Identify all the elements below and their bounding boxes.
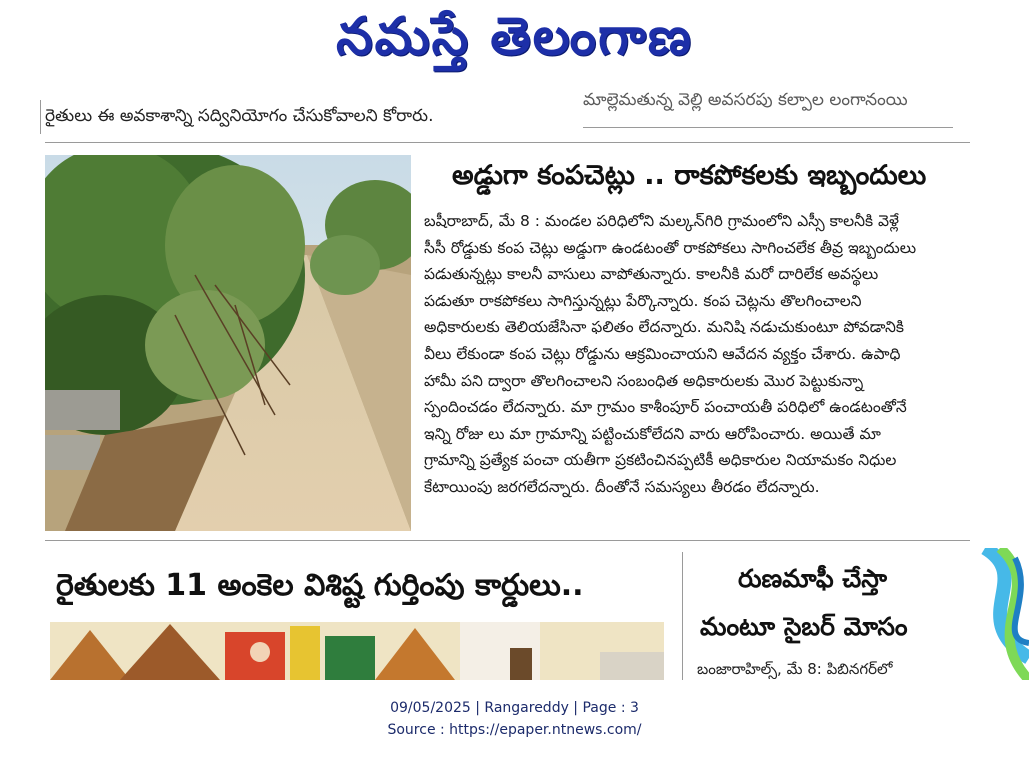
advertisement-partial (975, 548, 1029, 680)
section-divider-bottom (45, 540, 970, 541)
body-line: కేటాయింపు జరగలేదన్నారు. దీంతోనే సమస్యలు తీరడం లేదన్నారు. (424, 477, 820, 496)
body-line: వీలు లేకుండా కంప చెట్లు రోడ్డును ఆక్రమించాయని ఆవేదన వ్యక్తం చేశారు. ఉపాధి (424, 344, 901, 363)
article-photo-thorny-bushes-road (45, 155, 411, 531)
divider-top-right (583, 127, 953, 128)
second-article-photo-mural (50, 622, 664, 680)
body-line: పడుతూ రాకపోకలు సాగిస్తున్నట్లు పేర్కొన్నారు. కంప చెట్లను తొలగించాలని (424, 291, 862, 310)
body-line: స్పందించడం లేదన్నారు. మా గ్రామం కాశీంపూర్ పంచాయతీ పరిధిలో ఉండటంతోనే (424, 398, 907, 417)
side-headline-line2: మంటూ సైబర్ మోసం (700, 612, 908, 641)
body-line: పడుతున్నట్లు కాలనీ వాసులు వాపోతున్నారు. కాలనీకి మరో దారిలేక అవస్థలు (424, 265, 879, 284)
body-line: సీసీ రోడ్డుకు కంప చెట్లు అడ్డుగా ఉండటంతో రాకపోకలు సాగించలేక తీవ్ర ఇబ్బందులు (424, 238, 917, 257)
mural-photo-illustration (50, 622, 664, 680)
body-line: అధికారులకు తెలియజేసినా ఫలితం లేదన్నారు. మనిషి నడుచుకుంటూ పోవడానికి (424, 318, 904, 337)
main-headline: అడ్డుగా కంపచెట్లు .. రాకపోకలకు ఇబ్బందులు (452, 160, 927, 191)
column-divider (682, 552, 683, 680)
body-line: బషీరాబాద్, మే 8 : మండల పరిధిలోని మల్కన్‌గిరి గ్రామంలోని ఎస్సీ కాలనీకి వెళ్లే (424, 212, 899, 230)
footer-source: Source : https://epaper.ntnews.com/ (387, 722, 642, 738)
main-article-body (424, 208, 972, 501)
second-headline: రైతులకు 11 అంకెల విశిష్ట గుర్తింపు కార్డులు.. (56, 568, 584, 603)
divider-left-edge (40, 100, 41, 134)
side-article-partial-line: బంజారాహిల్స్, మే 8: పిబినగర్‌లో (697, 660, 893, 678)
top-left-fragment: రైతులు ఈ అవకాశాన్ని సద్వినియోగం చేసుకోవాలని కోరారు. (45, 106, 434, 126)
body-line: గ్రామాన్ని ప్రత్యేక పంచా యతీగా ప్రకటించినప్పటికీ అధికారుల నియామకం నిధుల (424, 451, 897, 470)
road-photo-illustration (45, 155, 411, 531)
masthead-title: నమస్తే తెలంగాణ (336, 6, 693, 67)
body-line: హామీ పని ద్వారా తొలగించాలని సంబంధిత అధికారులకు మొర పెట్టుకున్నా (424, 371, 864, 390)
body-line: ఇన్ని రోజు లు మా గ్రామాన్ని పట్టించుకోలేదని వారు ఆరోపించారు. అయితే మా (424, 424, 881, 443)
side-headline-line1: రుణమాఫీ చేస్తా (738, 564, 888, 593)
section-divider-top (45, 142, 970, 143)
footer-date-edition: 09/05/2025 | Rangareddy | Page : 3 (390, 700, 639, 716)
advertisement-swirl-graphic (975, 548, 1029, 680)
masthead-logo (0, 0, 1029, 86)
top-right-fragment: మాల్లెమతున్న వెల్లి అవసరపు కల్పాల లంగానంయి (583, 90, 908, 110)
page-footer (0, 680, 1029, 760)
